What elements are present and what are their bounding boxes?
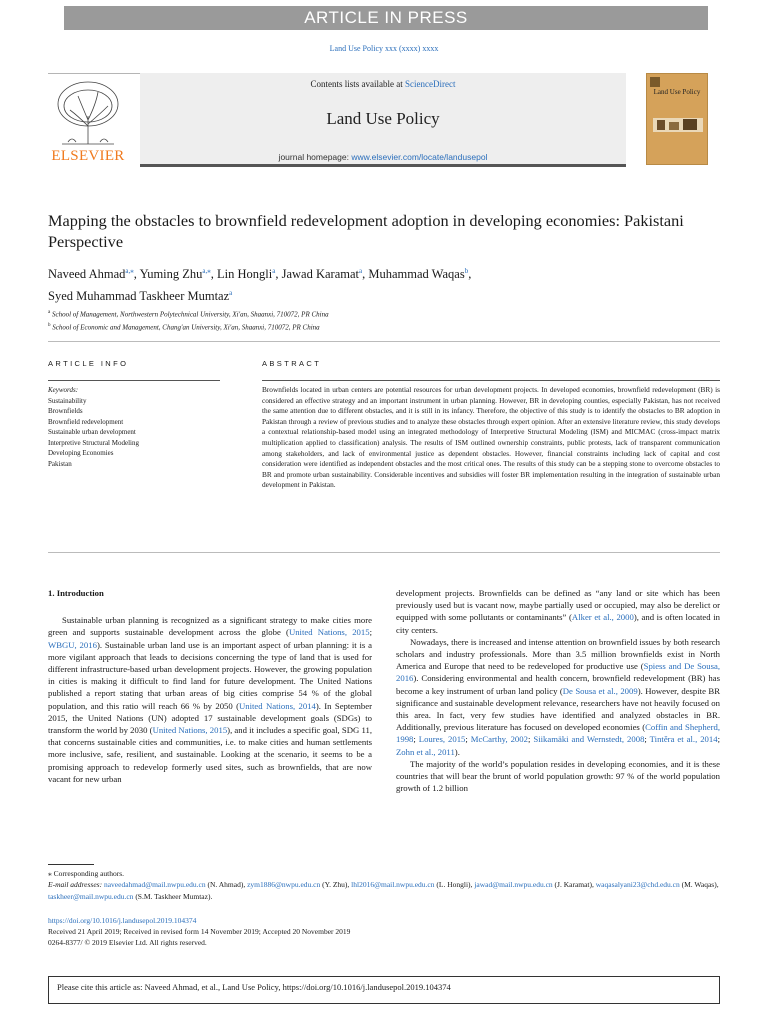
author-affil[interactable]: a	[229, 289, 233, 298]
email-link[interactable]: taskheer@mail.nwpu.edu.cn	[48, 891, 134, 901]
citation-link[interactable]: United Nations, 2014	[238, 700, 316, 711]
citation-link[interactable]: United Nations, 2015	[288, 627, 370, 638]
keyword: Pakistan	[48, 459, 72, 468]
citation-link[interactable]: Loures, 2015	[418, 734, 466, 745]
body-column-left	[48, 587, 372, 785]
author-name: Syed Muhammad Taskheer Mumtaz	[48, 289, 230, 304]
citation-link[interactable]: Coffin and Shepherd, 1998	[396, 722, 720, 745]
email-link[interactable]: waqasalyani23@chd.edu.cn	[595, 880, 680, 890]
abstract-heading: ABSTRACT	[262, 359, 322, 368]
citation-link[interactable]: Siikamäki and Wernstedt, 2008	[533, 734, 645, 745]
keyword: Sustainable urban development	[48, 428, 136, 436]
contents-line: Contents lists available at ScienceDirect	[310, 79, 456, 89]
author-affil[interactable]: a,⁎	[125, 267, 134, 275]
citation-box	[48, 976, 720, 1004]
copyright: 0264-8377/ © 2019 Elsevier Ltd. All rights reserved.	[48, 937, 207, 947]
keyword: Brownfields	[48, 407, 83, 415]
citation-link[interactable]: De Sousa et al., 2009	[562, 685, 638, 696]
affiliation-item: $^a$ School of Management, Northwestern Polytechnical University, Xi'an, Shaanxi, 710072, PR China	[48, 310, 329, 319]
divider	[48, 380, 220, 381]
citation-link[interactable]: Tintěra et al., 2014	[649, 734, 718, 745]
citation-text: Please cite this article as: Naveed Ahmad, et al., Land Use Policy, https://doi.org/10.1016/j.landusepol.2019.104374	[57, 982, 451, 992]
affiliation-item: $^b$ School of Economic and Management, Chang'an University, Xi'an, Shaanxi, 710072, PR China	[48, 323, 320, 332]
doi-link[interactable]: https://doi.org/10.1016/j.landusepol.2019.104374	[48, 916, 197, 925]
citation-link[interactable]: Zohn et al., 2011	[396, 746, 455, 757]
author-name: Lin Hongli	[217, 267, 273, 282]
journal-homepage: journal homepage: www.elsevier.com/locate/landusepol	[278, 152, 488, 162]
journal-title: Land Use Policy	[326, 109, 440, 128]
keyword: Interpretive Structural Modeling	[48, 438, 139, 447]
sciencedirect-link[interactable]: ScienceDirect	[405, 79, 456, 89]
author-name: Muhammad Waqas	[368, 267, 465, 282]
email-link[interactable]: zym1886@nwpu.edu.cn	[247, 880, 321, 890]
paragraph: Nowadays, there is increased and intense attention on brownfield issues by both research scholars and industry professionals. More than 3.5 million brownfields exist in North America and Europe that need to be redeveloped for productive use (Spiess and De Sousa, 2016). Considering environmental and health concern, brownfield redevelopment (BR) has become a key instrument of urban land policy (De Sousa et al., 2009). However, despite BR significance and sustainable development relevance, researchers have not heavily focused on this area. In fact, very few studies have identified and analyzed obstacles in BR. Additionally, previous literature has focused on developed economies (Coffin and Shepherd, 1998; Loures, 2015; McCarthy, 2002; Siikamäki and Wernstedt, 2008; Tintěra et al., 2014; Zohn et al., 2011).	[396, 636, 721, 757]
keyword: Developing Economies	[48, 449, 114, 457]
corresponding-note: ⁎ Corresponding authors.	[48, 869, 125, 878]
email-line: E-mail addresses: naveedahmad@mail.nwpu.edu.cn (N. Ahmad), zym1886@nwpu.edu.cn (Y. Zhu), lhl2016@mail.nwpu.edu.cn (L. Hongli), jawad@mail.nwpu.edu.cn (J. Karamat), waqasalyani23@chd.edu.cn (M. Waqas), taskheer@mail.nwpu.edu.cn (S.M. Taskheer Mumtaz).	[48, 880, 719, 901]
cover-image-icon	[653, 114, 703, 134]
article-title: Mapping the obstacles to brownfield redevelopment adoption in developing economies: Pakistani Perspective	[48, 211, 684, 251]
abstract-text: Brownfields located in urban centers are potential resources for urban development projects. In developed economies, brownfield redevelopment (BR) is considered an effective strategy and an important instrument in urban planning. However, BR in developing counties, especially Pakistan, has not received the same attention due to different obstacles, and it is still in its infancy. Therefore, the objective of this study is to identify the obstacles to BR adoption in Pakistan through a review of previous studies and to analyze these obstacles through expert opinion. After an extensive literature review, this study develops a contextual relationship-based model using an integrated methodology of Interpretive Structural Modeling (ISM) and MICMAC (cross-impact matrix multiplication applied to classification) analysis. The results of ISM outlined ownership constraints, public protests, lack of transparent communication among stakeholders, and lack of environmental justice as dependent obstacles. However, financial constraints including lack of capital and cost consideration were identified as independent obstacles and the most critical ones. The results of this study can be a stepping stone to overcome obstacles to BR and promote urban sustainability. Considerable incentives and subsidies will foster BR implementation resulting in the integration of sustainable urban development in Pakistan.	[262, 385, 720, 490]
article-info-heading: ARTICLE INFO	[48, 359, 129, 368]
author-affil[interactable]: b	[464, 267, 469, 275]
footnote-rule	[48, 864, 94, 865]
section-heading: 1. Introduction	[48, 588, 104, 598]
citation-link[interactable]: United Nations, 2015	[152, 725, 228, 736]
keyword: Brownfield redevelopment	[48, 417, 124, 426]
article-meta	[48, 916, 720, 948]
paragraph: development projects. Brownfields can be defined as “any land or site which has been previously used but is vacant now, maybe partially used or occupied, may also be derelict or equipped with some pollutants or contaminants” (Alker et al., 2000), and is often located in city centers.	[396, 588, 721, 635]
divider	[262, 380, 720, 381]
cover-title: Land Use Policy	[653, 88, 701, 96]
paragraph: Sustainable urban planning is recognized as a significant strategy to make cities more green and supports sustainable development across the globe (United Nations, 2015; WBGU, 2016). Sustainable urban land use is an important aspect of urban planning: it is a more vigilant approach that leads to decisions concerning the type of land that is used for different infrastructure-based urban development projects. However, the growing population in cities is making it difficult to find land for future development. The United Nations published a report stating that urban areas of big cities comprise 54 % of the global population, and this ratio will reach 66 % by 2050 (United Nations, 2014). In September 2015, the United Nations (UN) adopted 17 sustainable development goals (SDGs) to transform the world by 2030 (United Nations, 2015), and it includes a specific goal, SDG 11, that concerns sustainable cities and communities, i.e. to make cities and human settlements more inclusive, safe, resilient, and sustainable. Looking at the scenario, it seems to be a promising approach to redevelop formerly used sites, such as brownfields, that are now vacant for new urban	[48, 615, 373, 784]
author-name: Jawad Karamat	[281, 267, 360, 282]
email-link[interactable]: jawad@mail.nwpu.edu.cn	[474, 880, 553, 890]
author-affil[interactable]: a	[272, 267, 276, 275]
divider	[48, 341, 720, 342]
citation-link[interactable]: WBGU, 2016	[48, 639, 97, 650]
elsevier-wordmark: ELSEVIER	[51, 148, 125, 164]
author-affil[interactable]: a,⁎	[202, 267, 211, 275]
article-in-press-banner: ARTICLE IN PRESS	[64, 6, 708, 30]
keyword: Sustainability	[48, 396, 87, 405]
author-list: Naveed Ahmad$^{a,⁎}$, Yuming Zhu$^{a,⁎}$, Lin Hongli$^a$, Jawad Karamat$^a$, Muhammad Waqas$^b$, Syed Muhammad Taskheer Mumtaz$^a$	[48, 267, 472, 304]
keywords-list	[48, 385, 220, 469]
author-name: Yuming Zhu	[139, 267, 203, 282]
journal-header	[140, 73, 626, 167]
footnotes	[48, 868, 720, 902]
keywords-label: Keywords:	[48, 386, 79, 394]
received-dates: Received 21 April 2019; Received in revised form 14 November 2019; Accepted 20 November 2019	[48, 926, 351, 936]
citation-link[interactable]: Alker et al., 2000	[571, 612, 634, 623]
citation-link[interactable]: McCarthy, 2002	[470, 734, 528, 745]
journal-cover-thumbnail[interactable]	[646, 73, 708, 165]
author-affil[interactable]: a	[359, 267, 363, 275]
citation-link[interactable]: Spiess and De Sousa, 2016	[396, 661, 721, 684]
cover-logo-icon	[650, 77, 660, 87]
paragraph: The majority of the world’s population resides in developing economies, and it is these countries that will bear the brunt of world population growth: 97 % of the world population growth of 1.2 billion	[396, 758, 720, 794]
email-link[interactable]: naveedahmad@mail.nwpu.edu.cn	[103, 880, 206, 890]
journal-reference[interactable]: Land Use Policy xxx (xxxx) xxxx	[329, 44, 439, 53]
body-column-right	[396, 587, 720, 794]
author-name: Naveed Ahmad	[48, 267, 126, 282]
homepage-link[interactable]: www.elsevier.com/locate/landusepol	[351, 152, 488, 162]
divider	[48, 552, 720, 553]
email-link[interactable]: lhl2016@mail.nwpu.edu.cn	[351, 880, 435, 890]
affiliations	[48, 307, 548, 334]
